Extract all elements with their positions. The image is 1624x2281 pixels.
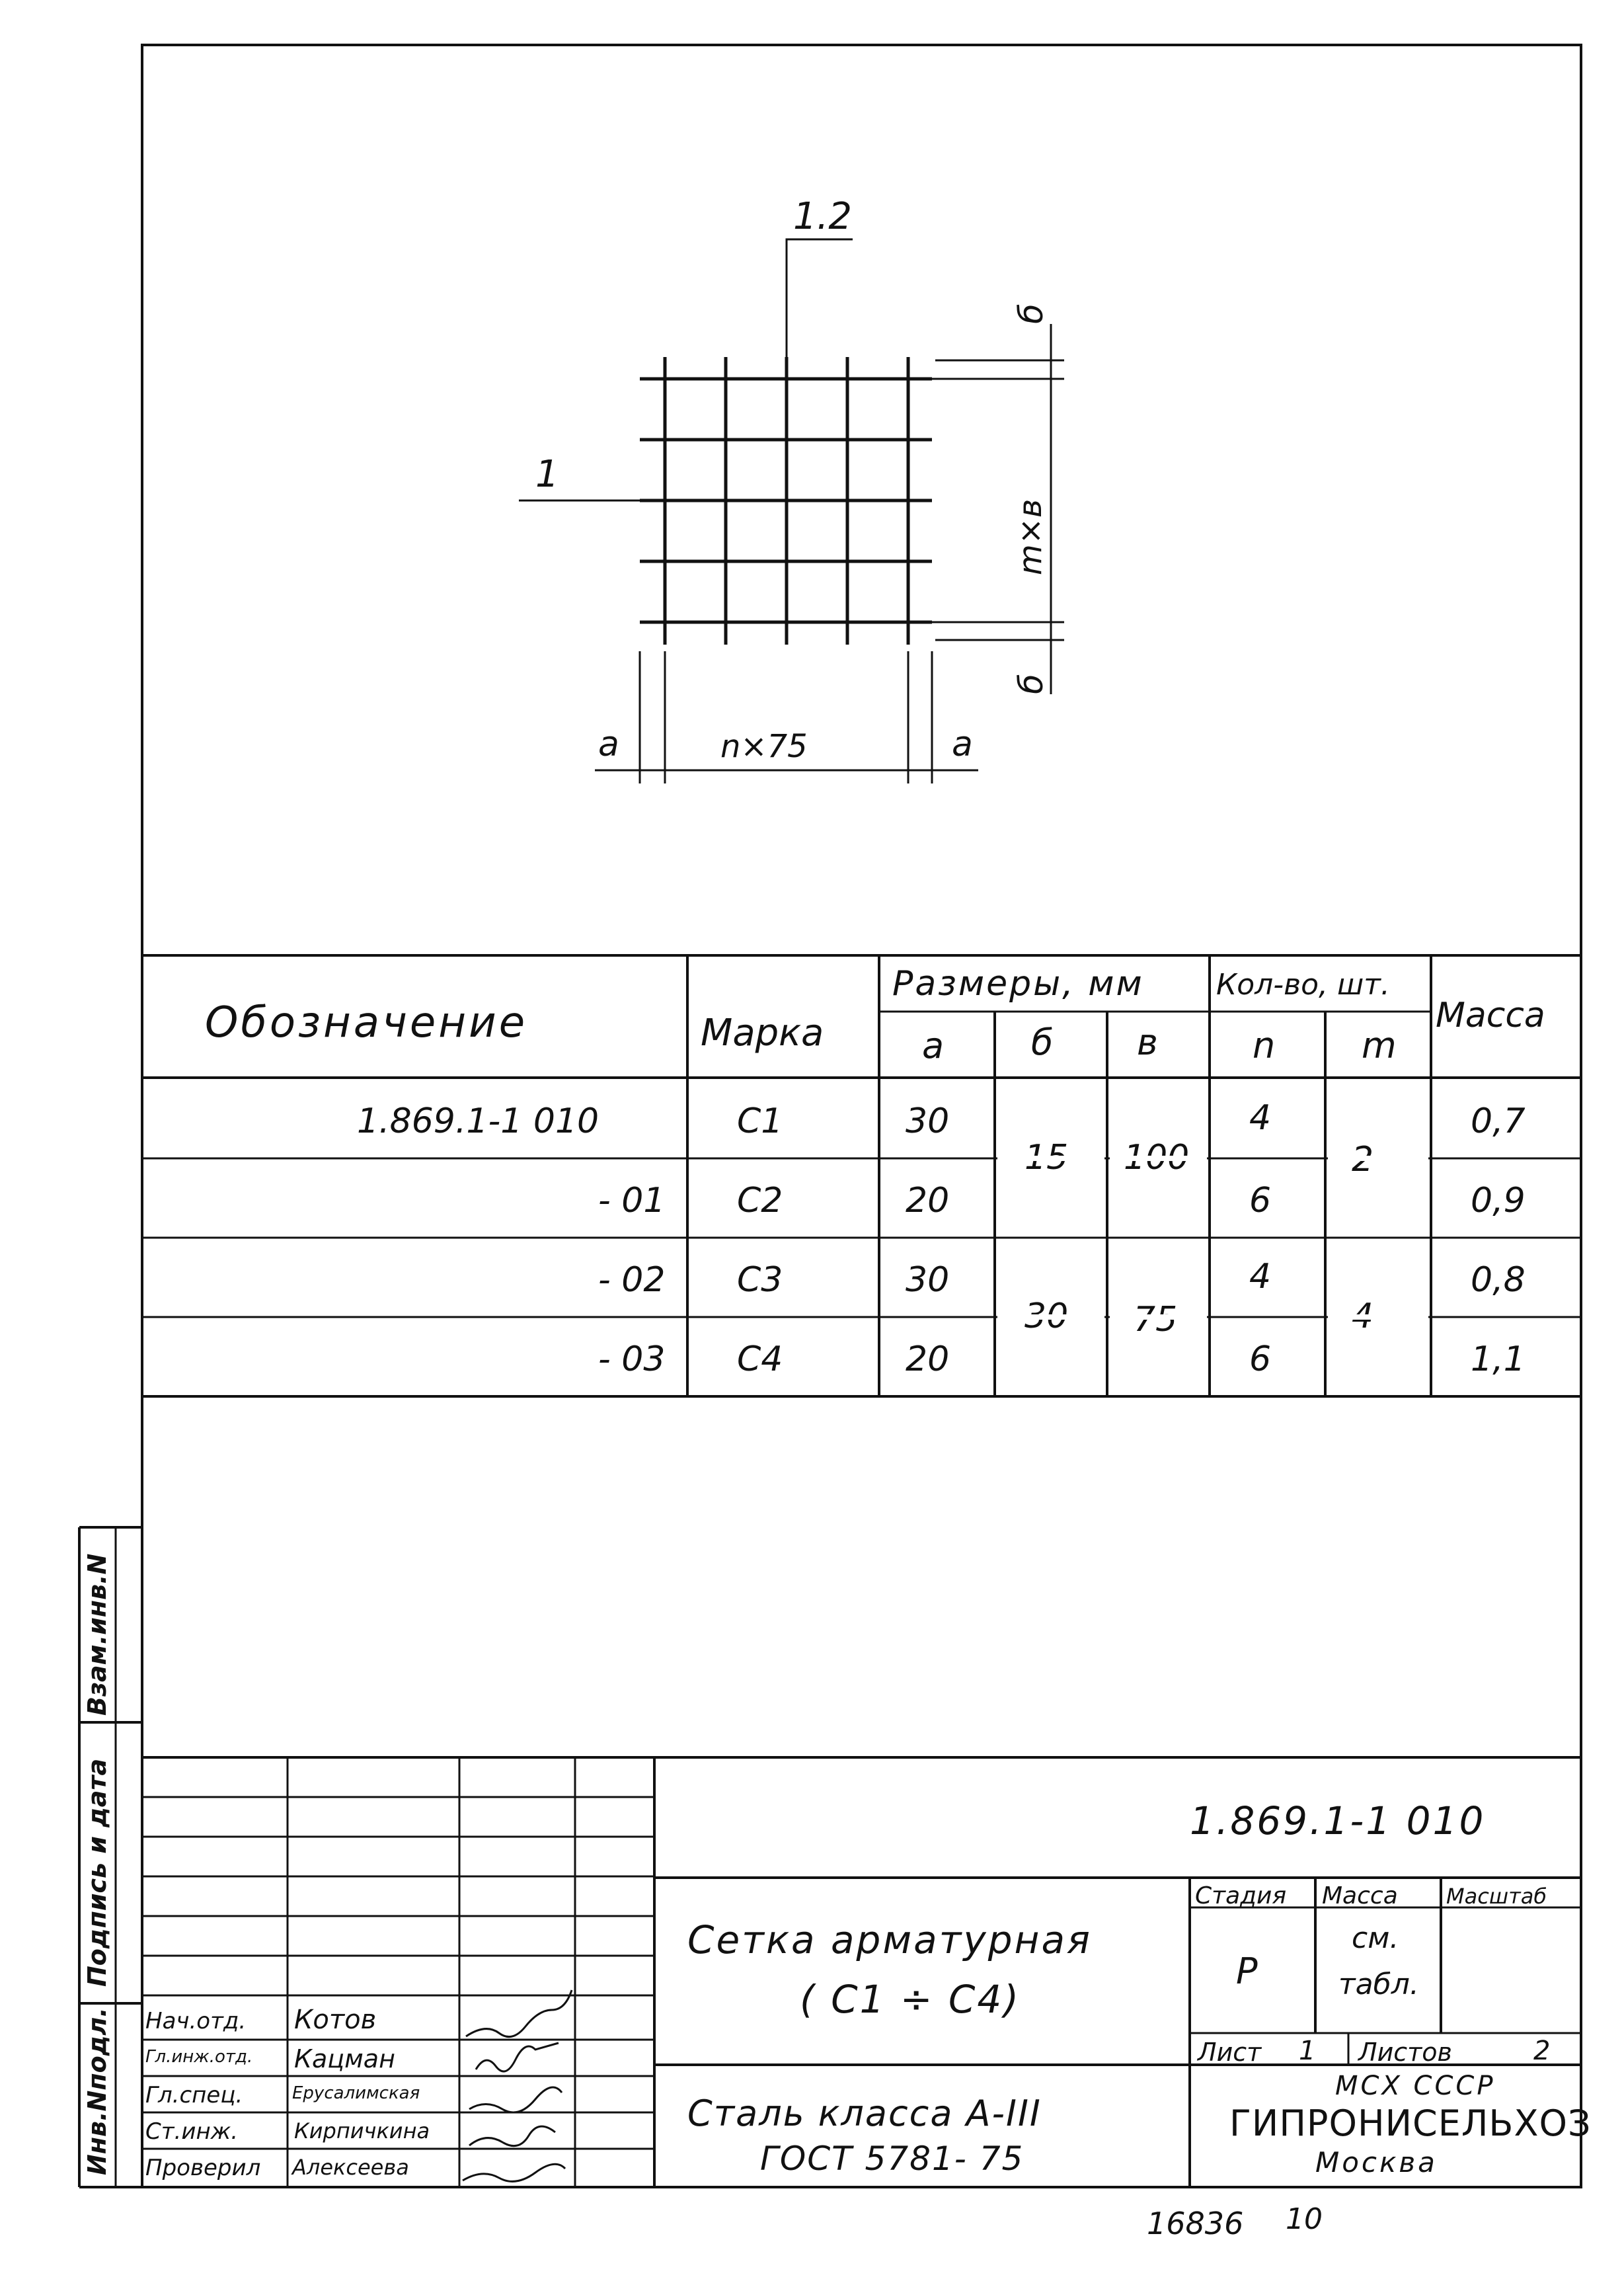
- signer-name: Кирпичкина: [294, 2118, 430, 2143]
- row-designation: 1.869.1-1 010: [357, 1101, 599, 1141]
- row-mass: 0,7: [1471, 1101, 1526, 1141]
- sheets-value: 2: [1533, 2036, 1551, 2066]
- signer-role: Нач.отд.: [145, 2008, 247, 2034]
- table-sub-n: n: [1253, 1025, 1276, 1066]
- mass-value-1: см.: [1352, 1921, 1399, 1955]
- signer-name: Котов: [294, 2005, 377, 2035]
- org-line1: МСХ СССР: [1335, 2071, 1496, 2101]
- merged-v-top: 100: [1124, 1138, 1190, 1178]
- row-n: 4: [1249, 1257, 1272, 1297]
- row-designation: - 01: [598, 1181, 666, 1221]
- signature-marks: [463, 1990, 572, 2181]
- dim-label-a-right: а: [952, 725, 973, 764]
- table-header-designation: Обозначение: [205, 998, 528, 1047]
- row-mark: С4: [737, 1340, 783, 1379]
- org-line2: ГИПРОНИСЕЛЬХОЗ: [1229, 2102, 1592, 2144]
- side-stamp-podpis-data: Подпись и дата: [83, 1758, 112, 1987]
- table-sub-a: а: [922, 1025, 945, 1066]
- mass-label: Масса: [1322, 1882, 1398, 1909]
- signer-name: Алексеева: [292, 2155, 409, 2180]
- mass-value-2: табл.: [1338, 1968, 1419, 2001]
- row-a: 30: [906, 1101, 950, 1141]
- table-sub-b: б: [1031, 1021, 1054, 1063]
- doc-title-line1: Сетка арматурная: [687, 1917, 1092, 1962]
- table-header-dimensions: Размеры, мм: [892, 964, 1144, 1004]
- row-n: 6: [1249, 1340, 1272, 1379]
- org-line3: Москва: [1315, 2146, 1438, 2179]
- dimension-lines: [519, 239, 1064, 783]
- sheet-label: Лист: [1198, 2038, 1262, 2067]
- table-header-mass: Масса: [1436, 996, 1545, 1035]
- dim-label-m-v: m×в: [1012, 499, 1049, 575]
- signer-role: Ст.инж.: [145, 2118, 239, 2145]
- row-mass: 0,8: [1471, 1260, 1526, 1300]
- doc-title-line2: ( С1 ÷ С4): [800, 1977, 1021, 2022]
- page-number: 10: [1286, 2202, 1323, 2236]
- table-sub-v: в: [1137, 1021, 1158, 1063]
- row-mark: С3: [737, 1260, 783, 1300]
- table-sub-m: m: [1362, 1025, 1397, 1066]
- row-a: 30: [906, 1260, 950, 1300]
- row-mark: С1: [737, 1101, 783, 1141]
- table-header-mark: Марка: [701, 1012, 824, 1055]
- signer-role: Проверил: [145, 2155, 261, 2181]
- row-mark: С2: [737, 1181, 783, 1221]
- scale-label: Масштаб: [1446, 1884, 1547, 1909]
- signer-role: Гл.инж.отд.: [145, 2047, 253, 2067]
- row-mass: 0,9: [1471, 1181, 1526, 1221]
- row-designation: - 03: [598, 1340, 666, 1379]
- row-a: 20: [906, 1340, 950, 1379]
- material-line1: Сталь класса А-III: [687, 2093, 1042, 2134]
- dim-label-b-top: б: [1012, 303, 1050, 324]
- merged-m-top: 2: [1352, 1140, 1374, 1180]
- sheet-value: 1: [1299, 2036, 1316, 2066]
- leader-label-1-2: 1.2: [793, 195, 853, 238]
- stage-label: Стадия: [1195, 1882, 1287, 1909]
- signer-name: Кацман: [294, 2044, 395, 2073]
- stage-value: Р: [1236, 1950, 1258, 1992]
- row-mass: 1,1: [1471, 1340, 1526, 1379]
- merged-b-bottom: 30: [1025, 1297, 1069, 1336]
- signer-role: Гл.спец.: [145, 2082, 243, 2108]
- merged-m-bottom: 4: [1352, 1297, 1374, 1336]
- material-line2: ГОСТ 5781- 75: [760, 2140, 1025, 2178]
- row-designation: - 02: [598, 1260, 666, 1300]
- signer-name: Ерусалимская: [292, 2083, 420, 2103]
- leader-label-1: 1: [535, 453, 559, 496]
- side-stamp-vzam-inv: Взам.инв.N: [83, 1553, 112, 1716]
- sheets-label: Листов: [1358, 2038, 1452, 2067]
- side-stamp-inv-podl: Инв.Nподл.: [83, 2007, 112, 2175]
- table-header-qty: Кол-во, шт.: [1216, 968, 1390, 1002]
- dim-label-n-75: n×75: [720, 728, 808, 765]
- row-a: 20: [906, 1181, 950, 1221]
- dim-label-b-bottom: б: [1012, 674, 1050, 694]
- mesh-grid: [640, 357, 932, 645]
- row-n: 4: [1249, 1098, 1272, 1138]
- row-n: 6: [1249, 1181, 1272, 1221]
- merged-v-bottom: 75: [1134, 1300, 1178, 1340]
- merged-b-top: 15: [1025, 1138, 1069, 1178]
- doc-number: 1.869.1-1 010: [1190, 1798, 1486, 1843]
- dim-label-a-left: а: [598, 725, 619, 764]
- archive-number: 16836: [1147, 2206, 1244, 2241]
